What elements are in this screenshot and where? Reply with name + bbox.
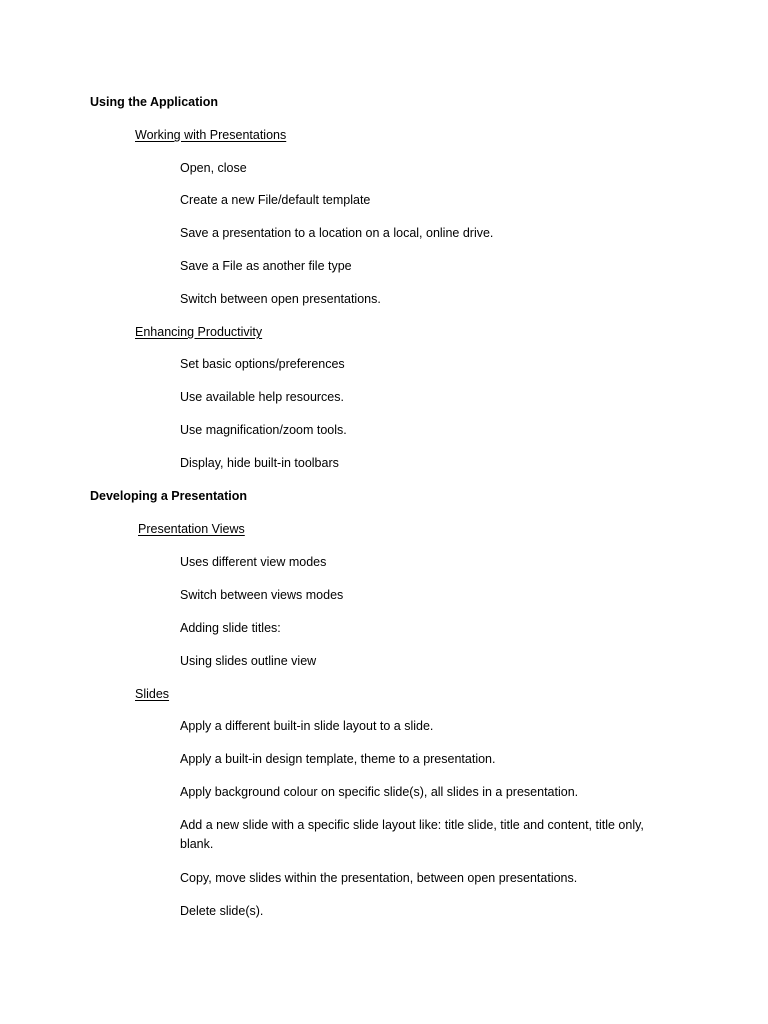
list-item: Use magnification/zoom tools.: [180, 423, 347, 437]
list-item: Adding slide titles:: [180, 621, 281, 635]
list-item: Save a presentation to a location on a local, online drive.: [180, 226, 494, 240]
list-item: Copy, move slides within the presentation, between open presentations.: [180, 871, 578, 885]
list-item: Apply a different built-in slide layout to a slide.: [180, 719, 434, 733]
section-heading-using-application: Using the Application: [90, 95, 219, 109]
subsection-working-with-presentations: Working with Presentations: [135, 128, 287, 142]
list-item: Using slides outline view: [180, 654, 317, 668]
list-item: Create a new File/default template: [180, 193, 371, 207]
list-item: Uses different view modes: [180, 555, 327, 569]
list-item: Display, hide built-in toolbars: [180, 456, 339, 470]
list-item: Delete slide(s).: [180, 904, 264, 918]
list-item: Apply a built-in design template, theme to a presentation.: [180, 752, 496, 766]
list-item: Use available help resources.: [180, 390, 344, 404]
section-heading-developing-presentation: Developing a Presentation: [90, 489, 247, 503]
subsection-enhancing-productivity: Enhancing Productivity: [135, 325, 263, 339]
list-item: Save a File as another file type: [180, 259, 352, 273]
list-item: Apply background colour on specific slide(s), all slides in a presentation.: [180, 785, 579, 799]
list-item: Switch between open presentations.: [180, 292, 381, 306]
subsection-presentation-views: Presentation Views: [138, 522, 245, 536]
subsection-slides: Slides: [135, 687, 170, 701]
list-item: Add a new slide with a specific slide layout like: title slide, title and content, title only, blank.: [180, 818, 644, 851]
list-item: Set basic options/preferences: [180, 357, 345, 371]
list-item: Open, close: [180, 161, 247, 175]
list-item: Switch between views modes: [180, 588, 344, 602]
